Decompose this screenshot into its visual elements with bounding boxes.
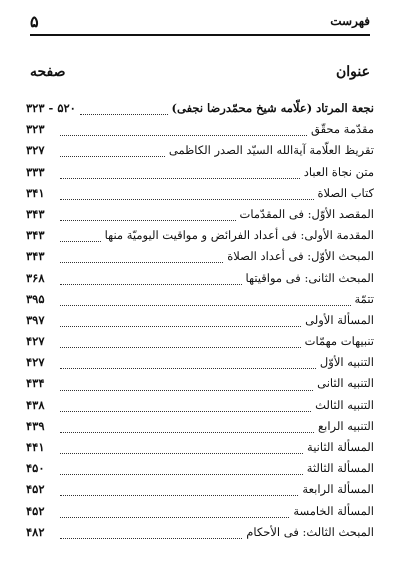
- toc-entry: [26, 228, 374, 249]
- toc-entry: [26, 207, 374, 228]
- toc-entry-page: ۳۹۵: [26, 291, 45, 306]
- toc-entry: [26, 355, 374, 376]
- toc-entry: [26, 313, 374, 334]
- toc-entry: [26, 440, 374, 461]
- toc-entry-page: ۴۵۰: [26, 461, 45, 476]
- toc-entry: [26, 504, 374, 525]
- toc-entry-page: ۳۴۳: [26, 228, 45, 243]
- dot-leader: [60, 495, 298, 496]
- dot-leader: [60, 368, 316, 369]
- toc-entry-page: ۳۲۷: [26, 143, 45, 158]
- toc-entry-page: ۴۲۷: [26, 334, 45, 349]
- toc-entry-page: ۳۴۱: [26, 185, 45, 200]
- toc-entry-page: ۳۳۳: [26, 164, 45, 179]
- dot-leader: [60, 411, 311, 412]
- toc-entry-page: ۵۲۰ - ۳۲۳: [26, 101, 76, 115]
- dot-leader: [60, 538, 242, 539]
- column-headers: [30, 64, 370, 86]
- dot-leader: [60, 474, 303, 475]
- toc-entry-title: کتاب الصلاة: [317, 185, 374, 200]
- toc-entry-page: ۴۳۴: [26, 376, 45, 391]
- header-divider: [30, 34, 370, 36]
- column-header-title: عنوان: [336, 64, 370, 80]
- dot-leader: [80, 114, 168, 115]
- toc-entry-page: ۳۹۷: [26, 312, 45, 327]
- dot-leader: [60, 262, 223, 263]
- toc-entry: [26, 122, 374, 143]
- toc-entry-page: ۴۵۲: [26, 503, 45, 518]
- dot-leader: [60, 135, 307, 136]
- dot-leader: [60, 284, 242, 285]
- header-title: فهرست: [330, 14, 370, 28]
- toc-entry: [26, 334, 374, 355]
- dot-leader: [60, 326, 301, 327]
- toc-entry-title: المسألة الرابعة: [302, 482, 374, 497]
- toc-entry-title: التنبیه الأوّل: [319, 355, 374, 370]
- dot-leader: [60, 156, 165, 157]
- toc-entry-title: مقدّمة محقّق: [311, 122, 374, 137]
- toc-entry: [26, 461, 374, 482]
- dot-leader: [60, 220, 236, 221]
- dot-leader: [60, 178, 300, 179]
- toc-entry-title: تنبیهات مهمّات: [304, 334, 374, 349]
- toc-entry-title: التنبیه الثانی: [317, 376, 374, 391]
- toc-entry-title: المسألة الثانیة: [307, 440, 374, 454]
- toc-entry-page: ۴۳۸: [26, 397, 45, 412]
- toc-entry-title: المقصد الأوّل: فی المقدّمات: [239, 206, 374, 221]
- dot-leader: [60, 199, 314, 200]
- toc-entry-title: التنبیه الرابع: [318, 418, 374, 433]
- toc-entry-title: تتمّة: [354, 291, 374, 306]
- toc-entry-page: ۳۲۳: [26, 122, 45, 137]
- toc-entry-title: تقریظ العلّامة آیة‌الله السیّد الصدر الکاظمی: [168, 143, 374, 158]
- toc-entry: [26, 101, 374, 122]
- toc-entry-title: المبحث الأوّل: فی أعداد الصلاة: [227, 249, 374, 264]
- toc-entry-page: ۴۵۲: [26, 482, 45, 497]
- toc-entry-title: المبحث الثانی: فی مواقیتها: [245, 270, 374, 285]
- dot-leader: [60, 432, 314, 433]
- dot-leader: [60, 305, 351, 306]
- toc-entry-page: ۴۸۲: [26, 524, 45, 539]
- toc-entry-title: المقدمة الأولى: فی أعداد الفرائض و مواقیت الیومیّة منها: [104, 228, 374, 243]
- dot-leader: [60, 241, 101, 242]
- toc-entry-title: نجعة المرتاد (علّامه شیخ محمّدرضا نجفی): [171, 101, 374, 115]
- toc-entry-page: ۳۴۳: [26, 206, 45, 221]
- toc-entry-page: ۳۴۳: [26, 249, 45, 264]
- toc-entry: [26, 271, 374, 292]
- toc-entry: [26, 419, 374, 440]
- toc-entry: [26, 186, 374, 207]
- dot-leader: [60, 517, 289, 518]
- toc-entry-title: المسألة الأولى: [305, 312, 374, 327]
- toc-entry-page: ۳۶۸: [26, 270, 45, 285]
- toc-entry-title: المسألة الثالثة: [306, 461, 374, 476]
- toc-entry: [26, 525, 374, 546]
- toc-entry-title: المسألة الخامسة: [293, 503, 374, 518]
- table-of-contents: [26, 101, 374, 546]
- toc-entry-title: متن نجاة العباد: [303, 164, 374, 179]
- toc-entry: [26, 249, 374, 270]
- page-number: ۵: [30, 12, 39, 31]
- dot-leader: [60, 347, 301, 348]
- toc-entry-title: المبحث الثالث: فی الأحکام: [246, 524, 374, 539]
- dot-leader: [60, 390, 313, 391]
- running-header: [30, 14, 370, 34]
- toc-entry: [26, 398, 374, 419]
- toc-entry-title: التنبیه الثالث: [315, 397, 374, 412]
- dot-leader: [60, 453, 303, 454]
- column-header-page: صفحه: [30, 64, 66, 80]
- toc-entry-page: ۴۲۷: [26, 355, 45, 370]
- toc-entry: [26, 376, 374, 397]
- toc-entry: [26, 292, 374, 313]
- toc-entry-page: ۴۴۱: [26, 440, 45, 454]
- toc-entry: [26, 482, 374, 503]
- toc-entry: [26, 165, 374, 186]
- toc-entry-page: ۴۳۹: [26, 418, 45, 433]
- toc-entry: [26, 143, 374, 164]
